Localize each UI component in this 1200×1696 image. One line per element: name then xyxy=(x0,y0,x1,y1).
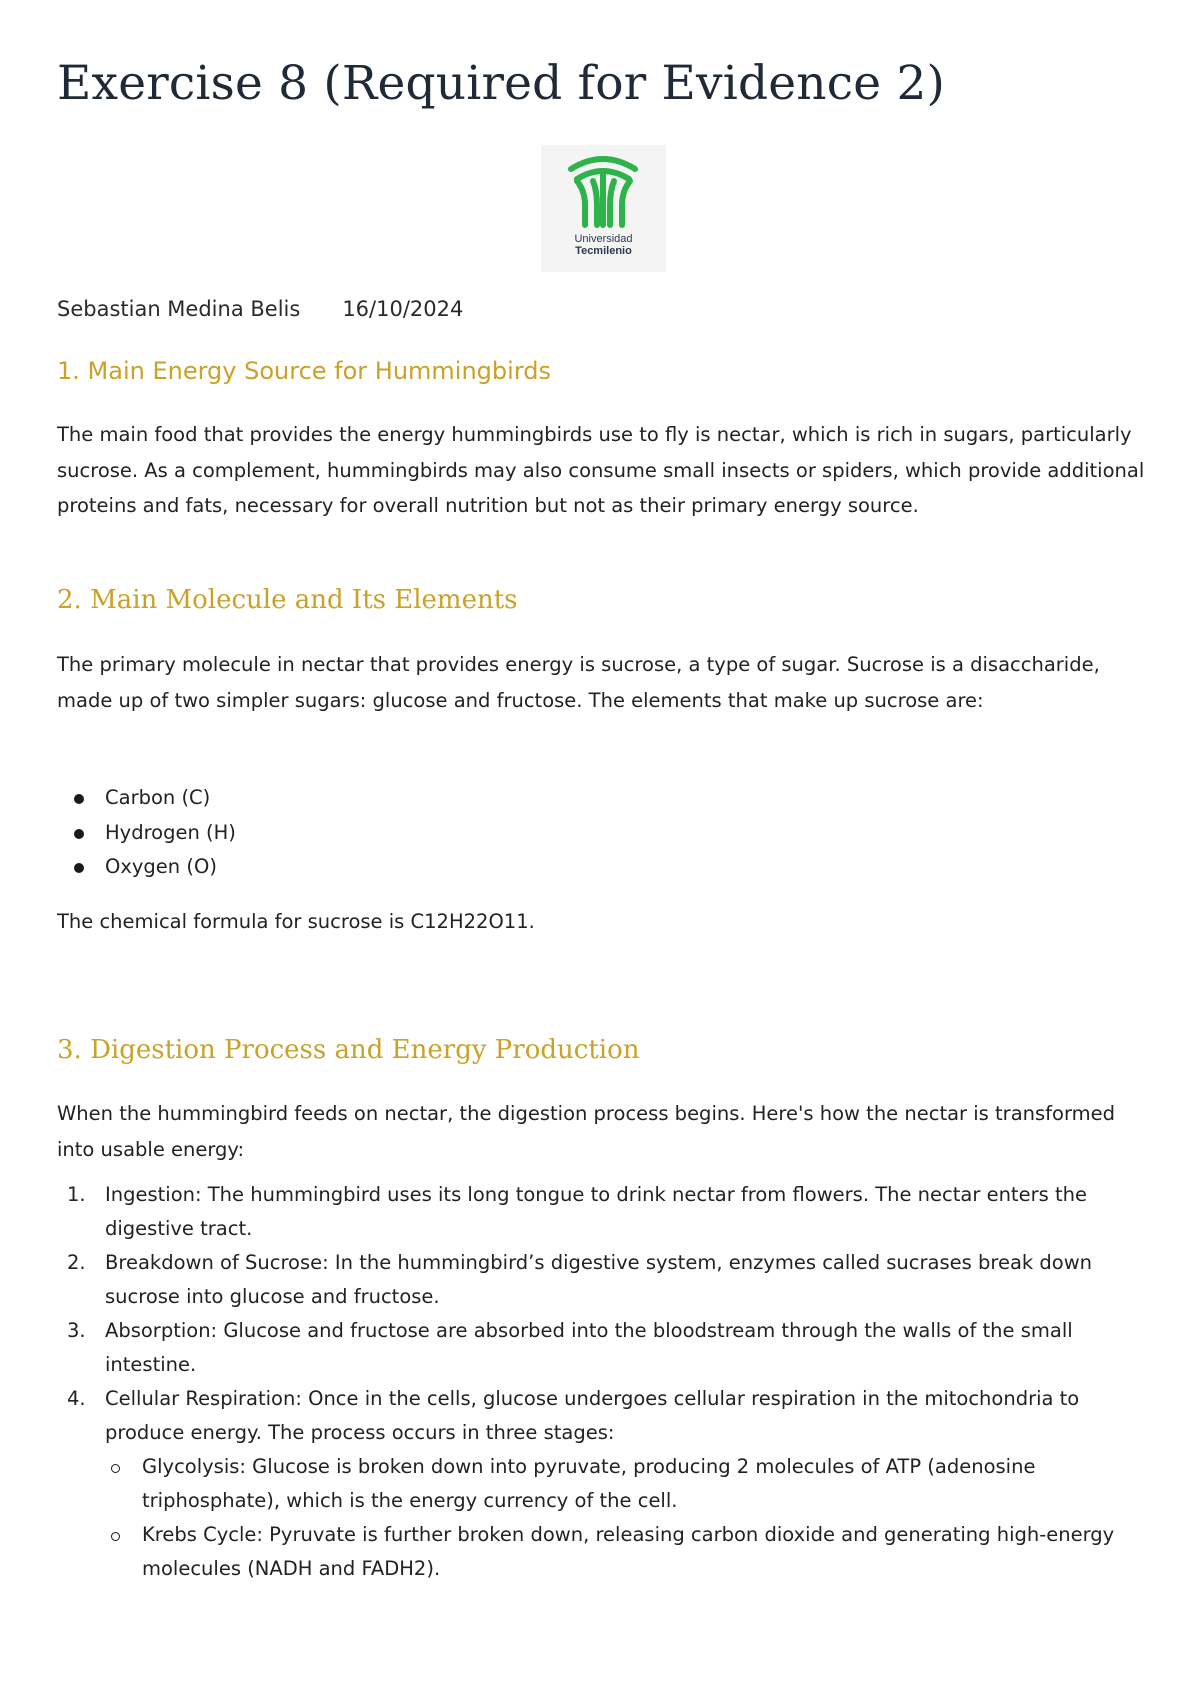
formula-text: The chemical formula for sucrose is C12H22O11. xyxy=(57,910,535,933)
section-3-intro: When the hummingbird feeds on nectar, the digestion process begins. Here's how the nectar is transformed into usable energy: xyxy=(57,1102,1116,1161)
step-number: 2. xyxy=(67,1251,86,1274)
step-text: Absorption: Glucose and fructose are absorbed into the bloodstream through the walls of the small intestine. xyxy=(105,1319,1073,1376)
list-item xyxy=(57,850,1147,885)
bullet-icon xyxy=(74,829,84,839)
university-logo xyxy=(541,145,666,272)
list-item xyxy=(105,1518,1147,1586)
elements-list xyxy=(57,781,1147,885)
digestion-steps-list xyxy=(57,1178,1147,1586)
list-item xyxy=(57,1178,1147,1246)
step-number: 3. xyxy=(67,1319,86,1342)
step-number: 4. xyxy=(67,1387,86,1410)
circle-bullet-icon xyxy=(111,1532,120,1541)
document-date: 16/10/2024 xyxy=(342,297,464,321)
section-1-heading: 1. Main Energy Source for Hummingbirds xyxy=(57,357,552,385)
logo-text-tecmilenio: Tecmilenio xyxy=(575,245,632,257)
section-1-paragraph: The main food that provides the energy hummingbirds use to fly is nectar, which is rich in sugars, particularly sucrose. As a complement, hummingbirds may also consume small insects or spiders, which provide additional proteins and fats, necessary for overall nutrition but not as their primary energy source. xyxy=(57,423,1145,517)
list-item xyxy=(57,1314,1147,1382)
step-text: Cellular Respiration: Once in the cells, glucose undergoes cellular respiration in the mitochondria to produce energy. The process occurs in three stages: xyxy=(105,1387,1080,1444)
author-name: Sebastian Medina Belis xyxy=(57,297,301,321)
section-2-heading: 2. Main Molecule and Its Elements xyxy=(57,585,518,615)
logo-text-universidad: Universidad xyxy=(574,233,633,245)
respiration-stages-list xyxy=(105,1450,1147,1586)
author-date-line xyxy=(57,297,463,321)
bullet-icon xyxy=(74,863,84,873)
step-text: Ingestion: The hummingbird uses its long tongue to drink nectar from flowers. The nectar enters the digestive tract. xyxy=(105,1183,1087,1240)
step-number: 1. xyxy=(67,1183,86,1206)
list-item xyxy=(57,816,1147,851)
element-label: Carbon (C) xyxy=(105,786,211,809)
element-label: Oxygen (O) xyxy=(105,855,217,878)
list-item xyxy=(105,1450,1147,1518)
section-2-paragraph: The primary molecule in nectar that provides energy is sucrose, a type of sugar. Sucrose is a disaccharide, made up of two simpler sugars: glucose and fructose. The elements that make up sucrose are: xyxy=(57,653,1100,712)
step-text: Breakdown of Sucrose: In the hummingbird’s digestive system, enzymes called sucrases break down sucrose into glucose and fructose. xyxy=(105,1251,1093,1308)
substep-text: Krebs Cycle: Pyruvate is further broken down, releasing carbon dioxide and generating high-energy molecules (NADH and FADH2). xyxy=(142,1523,1115,1580)
document-title: Exercise 8 (Required for Evidence 2) xyxy=(57,56,946,111)
section-3-heading: 3. Digestion Process and Energy Production xyxy=(57,1035,640,1065)
circle-bullet-icon xyxy=(111,1464,120,1473)
list-item xyxy=(57,1246,1147,1314)
substep-text: Glycolysis: Glucose is broken down into pyruvate, producing 2 molecules of ATP (adenosine triphosphate), which is the energy currency of the cell. xyxy=(142,1455,1036,1512)
list-item xyxy=(57,781,1147,816)
element-label: Hydrogen (H) xyxy=(105,820,236,844)
list-item xyxy=(57,1382,1147,1586)
bullet-icon xyxy=(74,794,84,804)
